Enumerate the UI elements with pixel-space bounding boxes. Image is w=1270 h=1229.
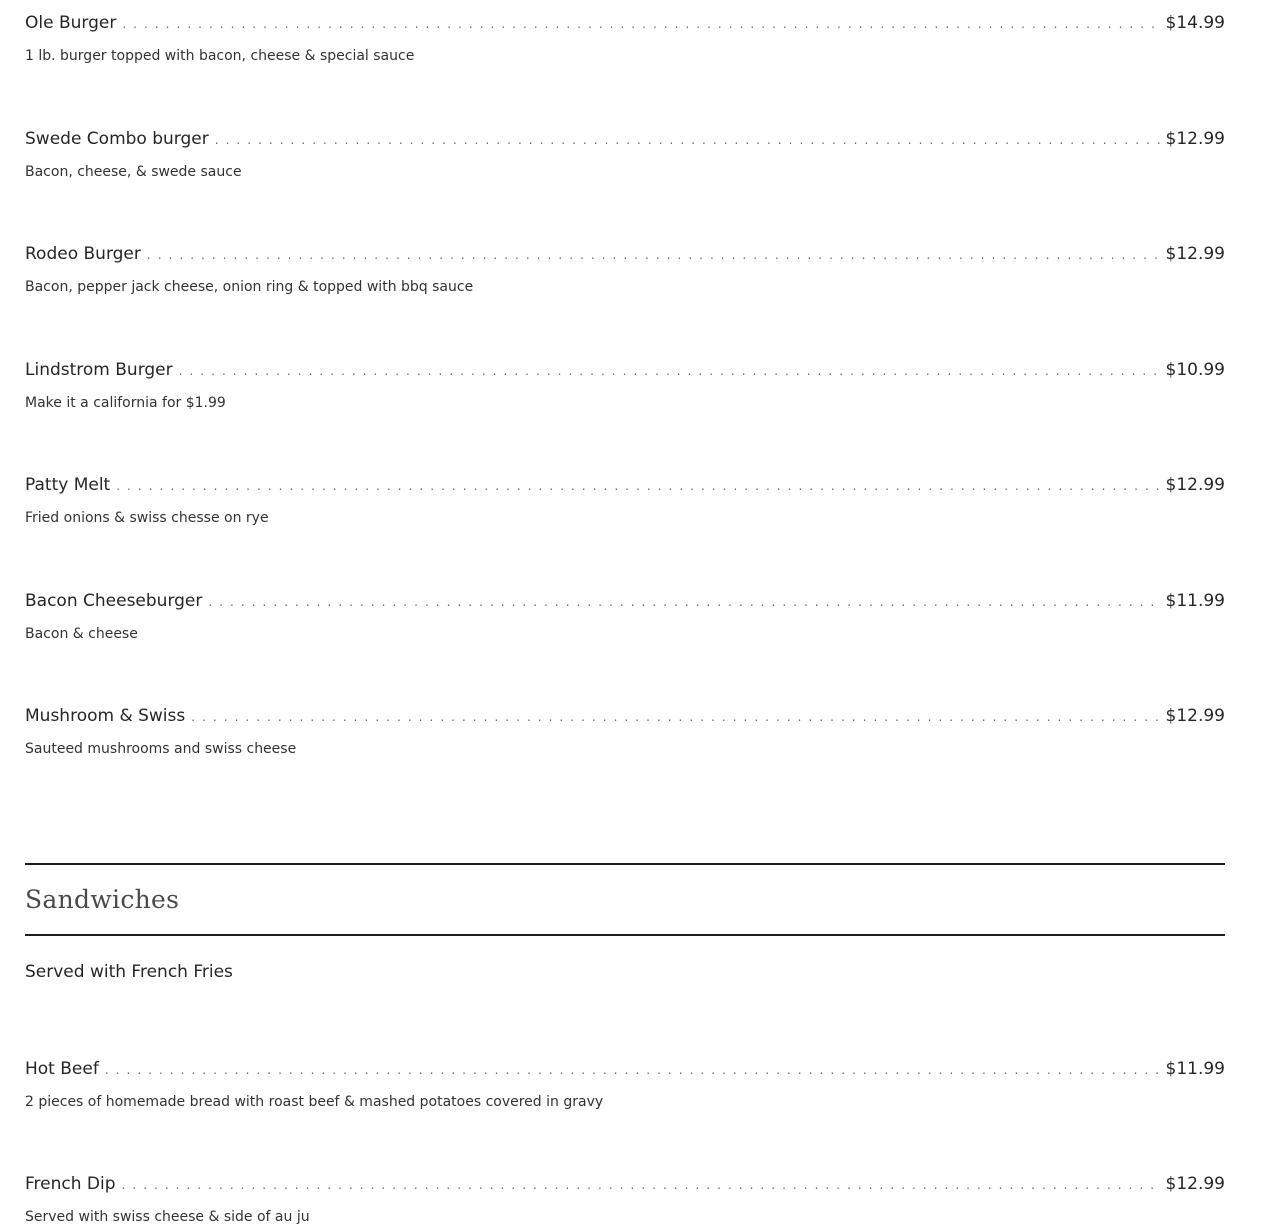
menu-item-rodeo-burger <box>25 241 1225 297</box>
item-description: Make it a california for $1.99 <box>25 395 226 411</box>
dotted-leader <box>191 704 1160 730</box>
menu-item-row <box>25 10 1225 36</box>
menu-item-patty-melt <box>25 472 1225 528</box>
section-divider-top <box>25 863 1225 865</box>
item-description: Fried onions & swiss chesse on rye <box>25 510 269 526</box>
item-price: $10.99 <box>1165 360 1225 380</box>
item-description: 1 lb. burger topped with bacon, cheese & special sauce <box>25 48 415 64</box>
item-name: Swede Combo burger <box>25 129 209 149</box>
item-name: French Dip <box>25 1174 116 1194</box>
dotted-leader <box>179 358 1161 384</box>
item-description: Bacon, pepper jack cheese, onion ring & topped with bbq sauce <box>25 279 474 295</box>
dotted-leader <box>208 589 1160 615</box>
section-subtitle: Served with French Fries <box>25 962 233 982</box>
menu-item-hot-beef <box>25 1056 1225 1112</box>
item-name: Lindstrom Burger <box>25 360 173 380</box>
menu-item-swede-combo-burger <box>25 126 1225 182</box>
menu-item-row <box>25 703 1225 729</box>
item-price: $14.99 <box>1165 13 1225 33</box>
item-description: Bacon, cheese, & swede sauce <box>25 164 242 180</box>
item-description: Served with swiss cheese & side of au ju <box>25 1209 310 1225</box>
menu-item-mushroom-swiss <box>25 703 1225 759</box>
item-price: $12.99 <box>1165 475 1225 495</box>
menu-item-row <box>25 472 1225 498</box>
menu-item-lindstrom-burger <box>25 357 1225 413</box>
dotted-leader <box>215 127 1161 153</box>
menu-item-row <box>25 241 1225 267</box>
item-name: Bacon Cheeseburger <box>25 591 203 611</box>
dotted-leader <box>116 473 1160 499</box>
item-description: Bacon & cheese <box>25 626 138 642</box>
menu-item-row <box>25 126 1225 152</box>
item-price: $12.99 <box>1165 129 1225 149</box>
item-description: Sauteed mushrooms and swiss cheese <box>25 741 297 757</box>
item-name: Mushroom & Swiss <box>25 706 186 726</box>
section-title: Sandwiches <box>25 885 180 914</box>
item-name: Rodeo Burger <box>25 244 141 264</box>
item-name: Ole Burger <box>25 13 117 33</box>
menu-item-row <box>25 588 1225 614</box>
section-divider-bottom <box>25 934 1225 936</box>
item-price: $12.99 <box>1165 1174 1225 1194</box>
item-price: $11.99 <box>1165 591 1225 611</box>
item-price: $12.99 <box>1165 244 1225 264</box>
dotted-leader <box>122 11 1160 37</box>
item-description: 2 pieces of homemade bread with roast beef & mashed potatoes covered in gravy <box>25 1094 604 1110</box>
menu-item-ole-burger <box>25 10 1225 66</box>
menu-item-french-dip <box>25 1171 1225 1227</box>
menu-item-bacon-cheeseburger <box>25 588 1225 644</box>
item-name: Hot Beef <box>25 1059 99 1079</box>
menu-item-row <box>25 357 1225 383</box>
menu-item-row <box>25 1056 1225 1082</box>
item-price: $12.99 <box>1165 706 1225 726</box>
item-name: Patty Melt <box>25 475 111 495</box>
item-price: $11.99 <box>1165 1059 1225 1079</box>
dotted-leader <box>105 1057 1161 1083</box>
dotted-leader <box>122 1172 1161 1198</box>
menu-item-row <box>25 1171 1225 1197</box>
dotted-leader <box>147 242 1161 268</box>
